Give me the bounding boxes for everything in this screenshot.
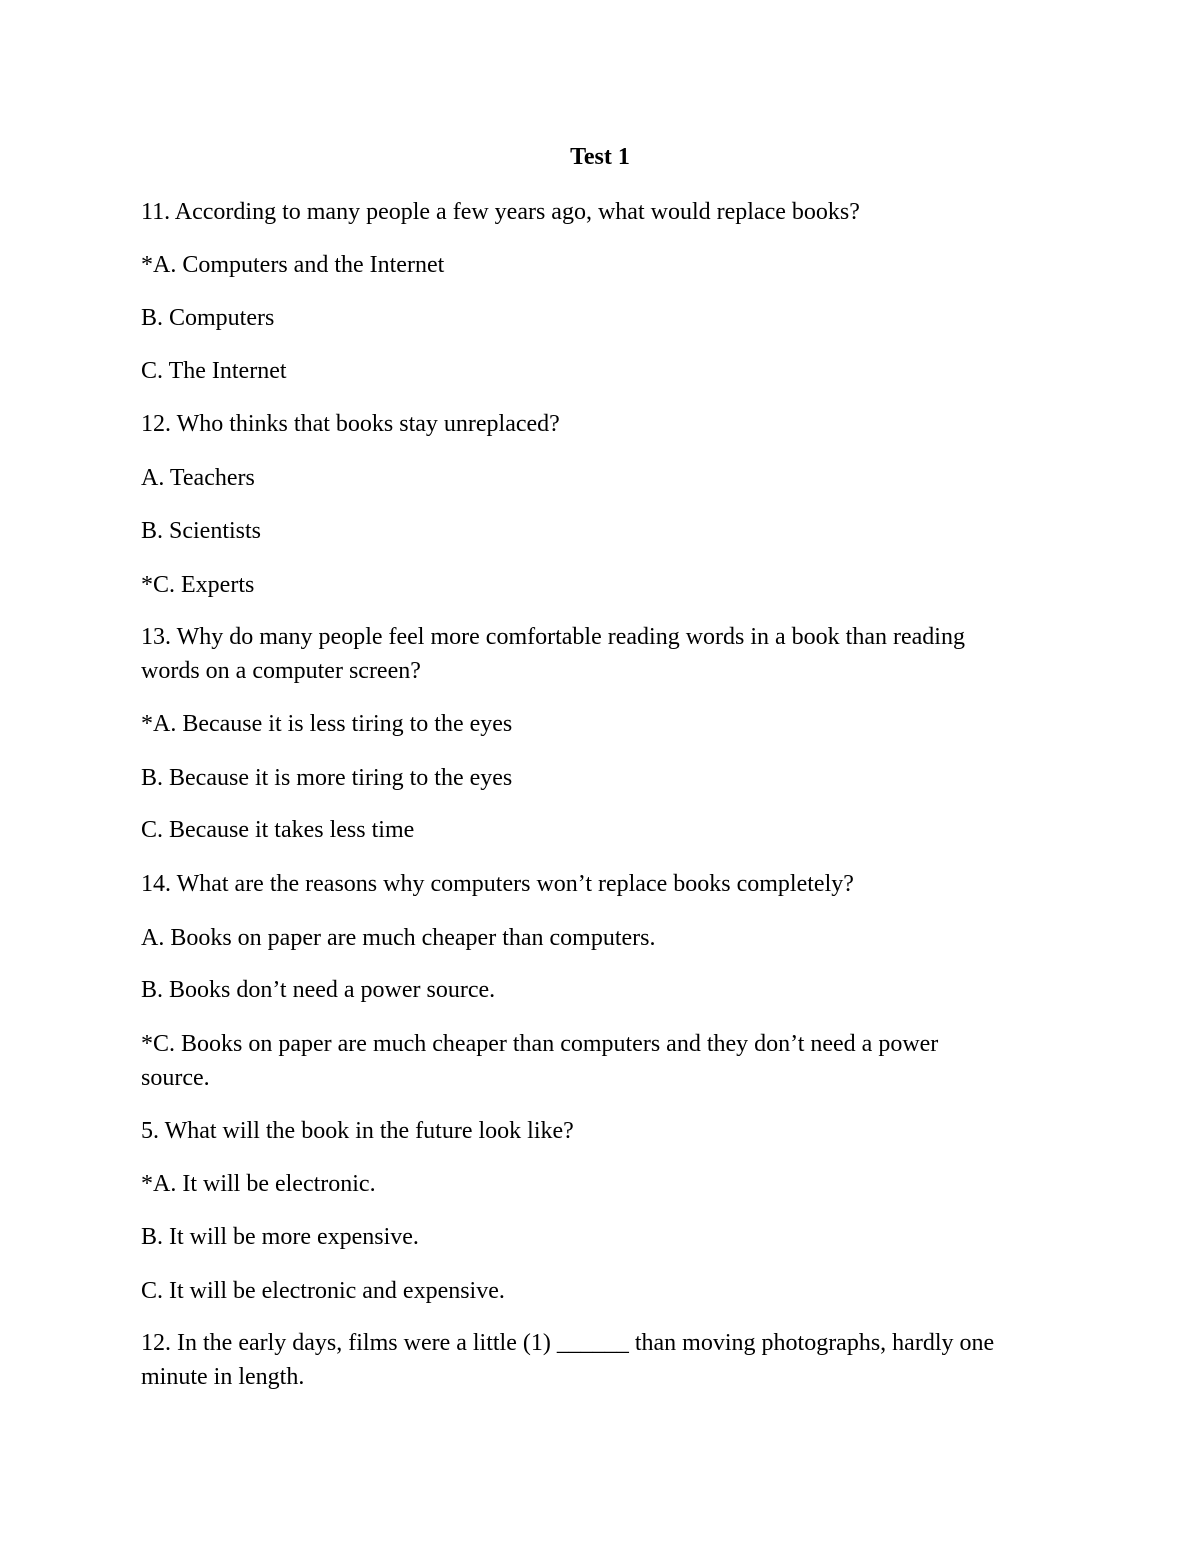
question-5: 5. What will the book in the future look like? xyxy=(141,1118,574,1144)
option-11-b: B. Computers xyxy=(141,305,275,331)
option-5-b: B. It will be more expensive. xyxy=(141,1224,419,1250)
option-14-c-line-2: source. xyxy=(141,1065,210,1091)
option-11-a: *A. Computers and the Internet xyxy=(141,252,445,278)
option-11-c: C. The Internet xyxy=(141,358,287,384)
page-title: Test 1 xyxy=(570,144,630,170)
question-12: 12. Who thinks that books stay unreplaced? xyxy=(141,411,560,437)
cloze-passage-line-2: minute in length. xyxy=(141,1364,305,1390)
question-11: 11. According to many people a few years ago, what would replace books? xyxy=(141,199,860,225)
question-13-line-1: 13. Why do many people feel more comfortable reading words in a book than reading xyxy=(141,624,965,650)
option-5-c: C. It will be electronic and expensive. xyxy=(141,1278,505,1304)
option-5-a: *A. It will be electronic. xyxy=(141,1171,376,1197)
option-14-a: A. Books on paper are much cheaper than computers. xyxy=(141,925,656,951)
option-13-c: C. Because it takes less time xyxy=(141,817,415,843)
option-14-b: B. Books don’t need a power source. xyxy=(141,977,496,1003)
option-14-c-line-1: *C. Books on paper are much cheaper than computers and they don’t need a power xyxy=(141,1031,939,1057)
option-13-b: B. Because it is more tiring to the eyes xyxy=(141,765,513,791)
option-12-a: A. Teachers xyxy=(141,465,255,491)
option-12-b: B. Scientists xyxy=(141,518,262,544)
cloze-passage-line-1: 12. In the early days, films were a little (1) ______ than moving photographs, hardly one xyxy=(141,1330,995,1356)
option-12-c: *C. Experts xyxy=(141,572,255,598)
question-13-line-2: words on a computer screen? xyxy=(141,658,421,684)
question-14: 14. What are the reasons why computers won’t replace books completely? xyxy=(141,871,854,897)
option-13-a: *A. Because it is less tiring to the eyes xyxy=(141,711,513,737)
